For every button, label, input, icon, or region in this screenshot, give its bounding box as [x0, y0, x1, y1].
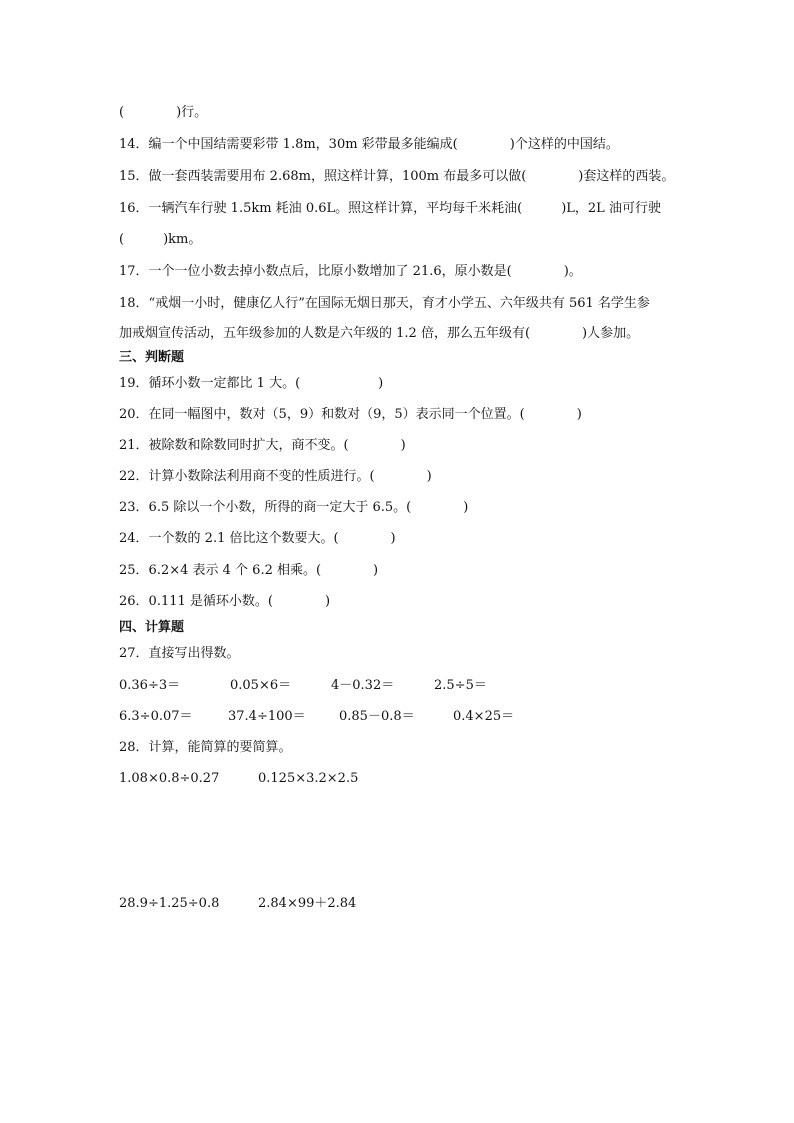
- question-24: 24．一个数的 2.1 倍比这个数要大。( ): [119, 531, 396, 546]
- question-19: 19．循环小数一定都比 1 大。( ): [119, 376, 384, 391]
- question-16-continuation: ( )km。: [119, 232, 202, 247]
- q27-item-4: 2.5÷5＝: [434, 678, 487, 693]
- question-22: 22．计算小数除法利用商不变的性质进行。( ): [119, 469, 432, 484]
- q27-item-3: 4－0.32＝: [331, 678, 395, 693]
- q28-item-2: 0.125×3.2×2.5: [258, 771, 359, 786]
- question-23: 23．6.5 除以一个小数，所得的商一定大于 6.5。( ): [119, 500, 469, 515]
- question-18-continuation: 加戒烟宣传活动，五年级参加的人数是六年级的 1.2 倍，那么五年级有( )人参加。: [119, 326, 640, 341]
- question-14: 14．编一个中国结需要彩带 1.8m，30m 彩带最多能编成( )个这样的中国结。: [119, 137, 619, 152]
- question-16: 16．一辆汽车行驶 1.5km 耗油 0.6L。照这样计算，平均每千米耗油( )L，2L 油可行驶: [119, 201, 661, 216]
- question-26: 26．0.111 是循环小数。( ): [119, 594, 331, 609]
- question-27: 27．直接写出得数。: [119, 646, 240, 661]
- question-15: 15．做一套西装需要用布 2.68m，照这样计算，100m 布最多可以做( )套这样的西装。: [119, 169, 675, 184]
- q27-item-7: 0.85－0.8＝: [339, 709, 415, 724]
- q27-item-1: 0.36÷3＝: [119, 678, 181, 693]
- question-20: 20．在同一幅图中，数对（5，9）和数对（9，5）表示同一个位置。( ): [119, 407, 582, 422]
- question-25: 25．6.2×4 表示 4 个 6.2 相乘。( ): [119, 563, 379, 578]
- q13-continuation: ( )行。: [119, 105, 208, 120]
- q27-item-6: 37.4÷100＝: [228, 709, 306, 724]
- question-21: 21．被除数和除数同时扩大，商不变。( ): [119, 438, 406, 453]
- q27-item-2: 0.05×6＝: [230, 678, 292, 693]
- question-17: 17．一个一位小数去掉小数点后，比原小数增加了 21.6，原小数是( )。: [119, 264, 582, 279]
- question-18: 18．“戒烟一小时，健康亿人行”在国际无烟日那天，育才小学五、六年级共有 561 名学生参: [119, 296, 650, 311]
- question-28: 28．计算，能简算的要简算。: [119, 740, 292, 755]
- q27-item-5: 6.3÷0.07＝: [119, 709, 193, 724]
- q27-item-8: 0.4×25＝: [453, 709, 515, 724]
- q28-item-1: 1.08×0.8÷0.27: [119, 771, 220, 786]
- section-heading-judge: 三、判断题: [119, 350, 185, 365]
- q28-item-4: 2.84×99＋2.84: [258, 896, 357, 911]
- q28-item-3: 28.9÷1.25÷0.8: [119, 896, 220, 911]
- section-heading-calc: 四、计算题: [119, 620, 185, 635]
